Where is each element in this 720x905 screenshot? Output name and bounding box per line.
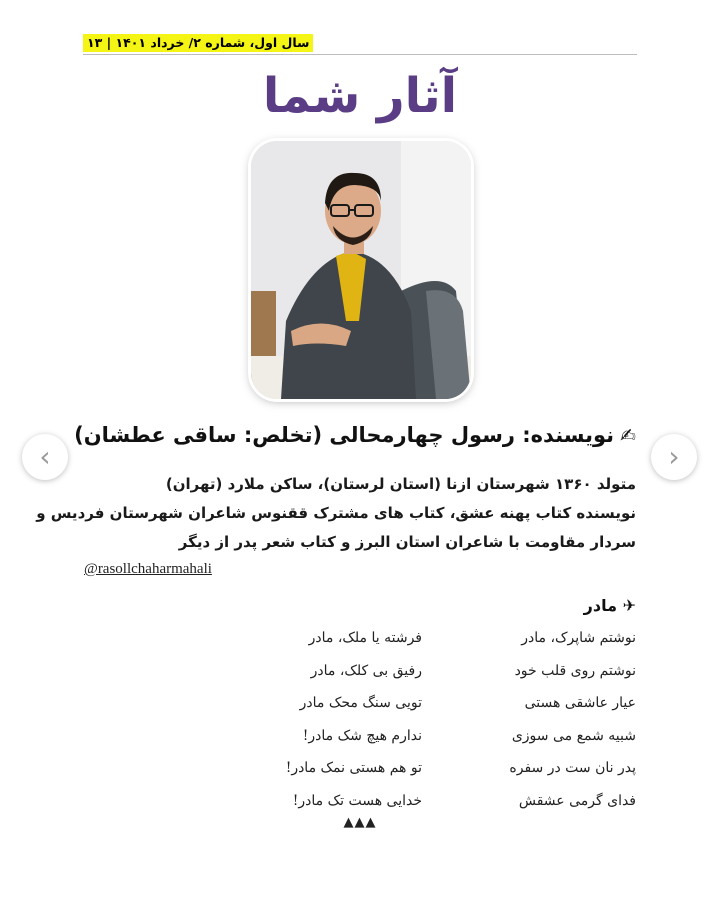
carousel-next-button[interactable] (651, 434, 697, 480)
poem-title (400, 596, 636, 615)
verse-line: خدایی هست تک مادر! (292, 792, 422, 809)
verse-line: تویی سنگ محک مادر (299, 695, 422, 711)
issue-badge: سال اول، شماره ۲/ خرداد ۱۴۰۱ | ۱۳ (83, 34, 313, 52)
carousel-prev-button[interactable] (22, 434, 68, 480)
verse-line: پدر نان ست در سفره (509, 760, 636, 776)
bio-line: متولد ۱۳۶۰ شهرستان ازنا (استان لرستان)، ساکن ملارد (تهران) (165, 475, 636, 493)
verse-line: شبیه شمع می سوزی (511, 727, 636, 744)
chevron-left-icon: ‹ (39, 440, 51, 473)
verse-line: رفیق بی کلک، مادر (310, 662, 422, 679)
chevron-right-icon: › (668, 440, 680, 473)
author-name: نویسنده: رسول چهارمحالی (تخلص: ساقی عطشان) (74, 423, 615, 447)
verse-line: نوشتم شاپرک، مادر (521, 630, 636, 646)
verse-line: ندارم هیچ شک مادر! (302, 727, 422, 744)
end-ornament: ▲▲▲ (343, 815, 377, 830)
poem-column-right (440, 627, 636, 822)
author-heading (74, 423, 636, 447)
paper-plane-icon: ✈ (622, 596, 636, 615)
poem-title-text: مادر (583, 596, 618, 615)
verse-line: فرشته یا ملک، مادر (308, 630, 422, 646)
verse-line: عیار عاشقی هستی (524, 695, 636, 711)
author-bio (36, 470, 636, 557)
author-handle-link[interactable]: @rasollchaharmahali (84, 561, 212, 577)
author-portrait (251, 141, 471, 399)
verse-line: تو هم هستی نمک مادر! (285, 760, 422, 776)
bio-line: سردار مقاومت با شاعران استان البرز و کتاب شعر پدر از دیگر (178, 533, 636, 551)
writing-hand-icon: ✍ (620, 425, 636, 447)
section-title: آثار شما (262, 68, 458, 124)
header-rule (83, 34, 637, 55)
poem-column-left (240, 627, 422, 822)
bio-line: نویسنده کتاب پهنه عشق، کتاب های مشترک ققنوس شاعران شهرستان فردیس و (36, 504, 636, 522)
verse-line: فدای گرمی عشقش (518, 792, 636, 809)
verse-line: نوشتم روی قلب خود (514, 662, 636, 679)
